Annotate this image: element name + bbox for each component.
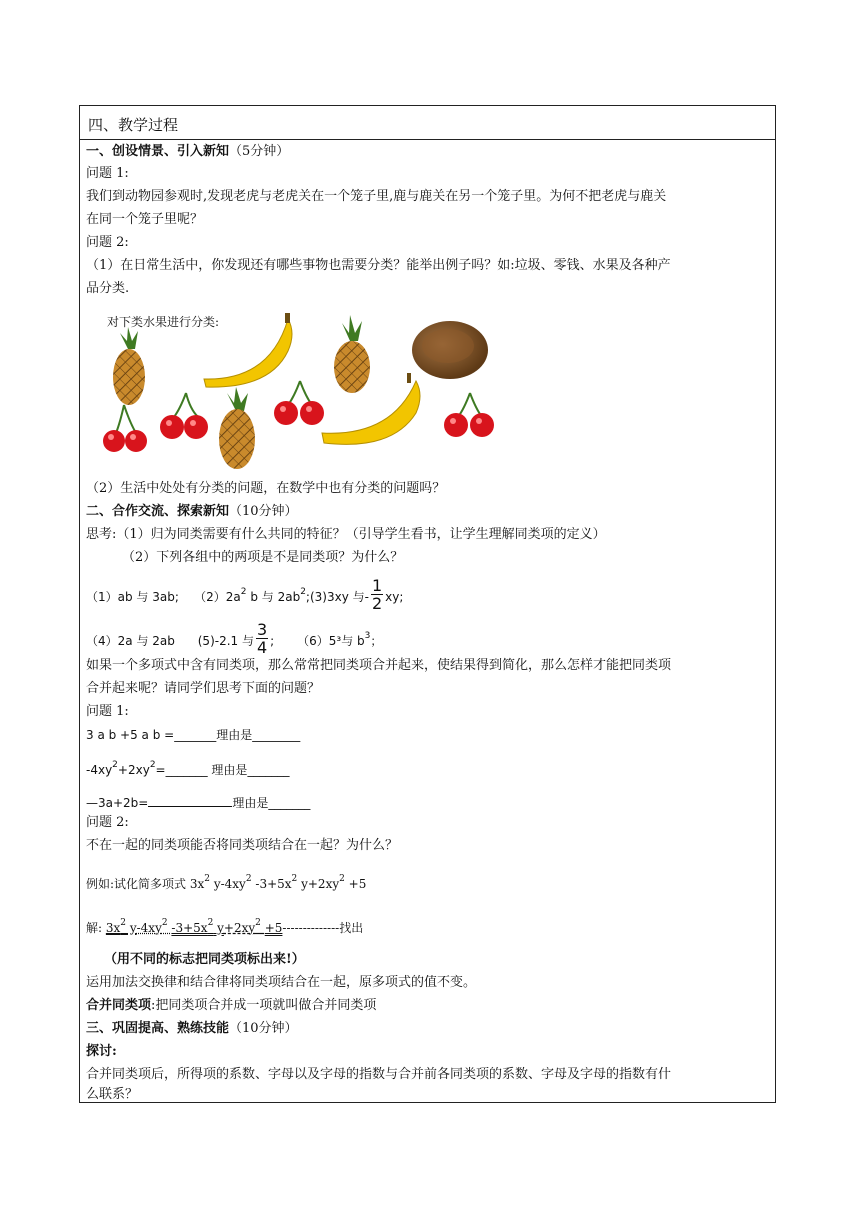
- eq-1: 3 a b +5 a b =_______理由是________: [86, 728, 301, 742]
- q2-text-line1: （1）在日常生活中，你发现还有哪些事物也需要分类？能举出例子吗？如:垃圾、零钱、水果及各种产: [86, 258, 671, 273]
- s3-text-line1: 合并同类项后，所得项的系数、字母以及字母的指数与合并前各同类项的系数、字母及字母的指数有什: [86, 1067, 672, 1082]
- banana-1: [204, 313, 292, 387]
- q2-part2: （2）生活中处处有分类的问题，在数学中也有分类的问题吗？: [86, 481, 446, 496]
- para-line2: 合并起来呢？请同学们思考下面的问题？: [86, 681, 321, 696]
- q1-label: 问题 1:: [86, 166, 129, 181]
- section-title: 四、教学过程: [88, 116, 179, 134]
- p2-label: 问题 2:: [86, 815, 129, 830]
- definition-line: 合并同类项:把同类项合并成一项就叫做合并同类项: [86, 998, 377, 1013]
- expr-row-2: （4）2a 与 2ab (5)-2.1 与 $\frac{3}{4}$ ; （6）5³与 $b^3$；: [86, 620, 383, 657]
- cherries-1: [103, 405, 147, 452]
- para-line1: 如果一个多项式中含有同类项，那么常常把同类项合并起来，使结果得到简化，那么怎样才能把同类项: [86, 658, 672, 673]
- solution-line: 解: $3x^2$ $y-4xy^2$ $-3+5x^2$ $y+2xy^2 +5--------------$找出: [86, 918, 364, 935]
- think-2: （2）下列各组中的两项是不是同类项？为什么？: [122, 550, 404, 565]
- example-line: 例如:试化简多项式 $3x^2$ $y-4xy^2$ $-3+5x^2$ $y+2xy^2 +5$: [86, 874, 367, 891]
- eq-2: $-4xy^2+2xy^2=\_\_\_\_\_\_\_$ 理由是_______: [86, 760, 290, 777]
- expr-row-1: （1）ab 与 3ab; $(2)2a^2$ b 与 $2ab^2;(3)3xy$ 与- $\frac{1}{2}$ xy;: [86, 576, 404, 613]
- pineapple-1: [113, 327, 145, 405]
- eq-3: —3a+2b= 理由是_______: [86, 796, 311, 810]
- q1-text-line1: 我们到动物园参观时,发现老虎与老虎关在一个笼子里,鹿与鹿关在另一个笼子里。为何不把老虎与鹿关: [86, 189, 667, 204]
- s3-text-line2: 么联系？: [86, 1087, 139, 1102]
- mark-note: （用不同的标志把同类项标出来!）: [104, 952, 305, 967]
- p2-text: 不在一起的同类项能否将同类项结合在一起？为什么？: [86, 838, 399, 853]
- q2-label: 问题 2:: [86, 235, 129, 250]
- pineapple-2: [334, 315, 370, 393]
- kiwi: [412, 321, 488, 379]
- s3-heading: 三、巩固提高、熟练技能（10分钟）: [86, 1021, 298, 1036]
- banana-2: [322, 373, 420, 444]
- pineapple-3: [219, 387, 255, 469]
- explore-label: 探讨:: [86, 1044, 117, 1059]
- cherries-3: [274, 381, 324, 425]
- s1-heading: 一、创设情景、引入新知（5分钟）: [86, 144, 290, 159]
- fruit-illustration: [80, 305, 520, 475]
- s2-heading: 二、合作交流、探索新知（10分钟）: [86, 504, 298, 519]
- p1-label: 问题 1:: [86, 704, 129, 719]
- cherries-2: [160, 393, 208, 439]
- think-1: 思考:（1）归为同类需要有什么共同的特征？（引导学生看书，让学生理解同类项的定义）: [86, 527, 606, 542]
- q1-text-line2: 在同一个笼子里呢？: [86, 212, 204, 227]
- section-header-row: [80, 106, 775, 140]
- cherries-4: [444, 393, 494, 437]
- q2-text-line2: 品分类.: [86, 281, 130, 296]
- law-line: 运用加法交换律和结合律将同类项结合在一起，原多项式的值不变。: [86, 975, 477, 990]
- fruit-caption: 对下类水果进行分类:: [107, 315, 220, 329]
